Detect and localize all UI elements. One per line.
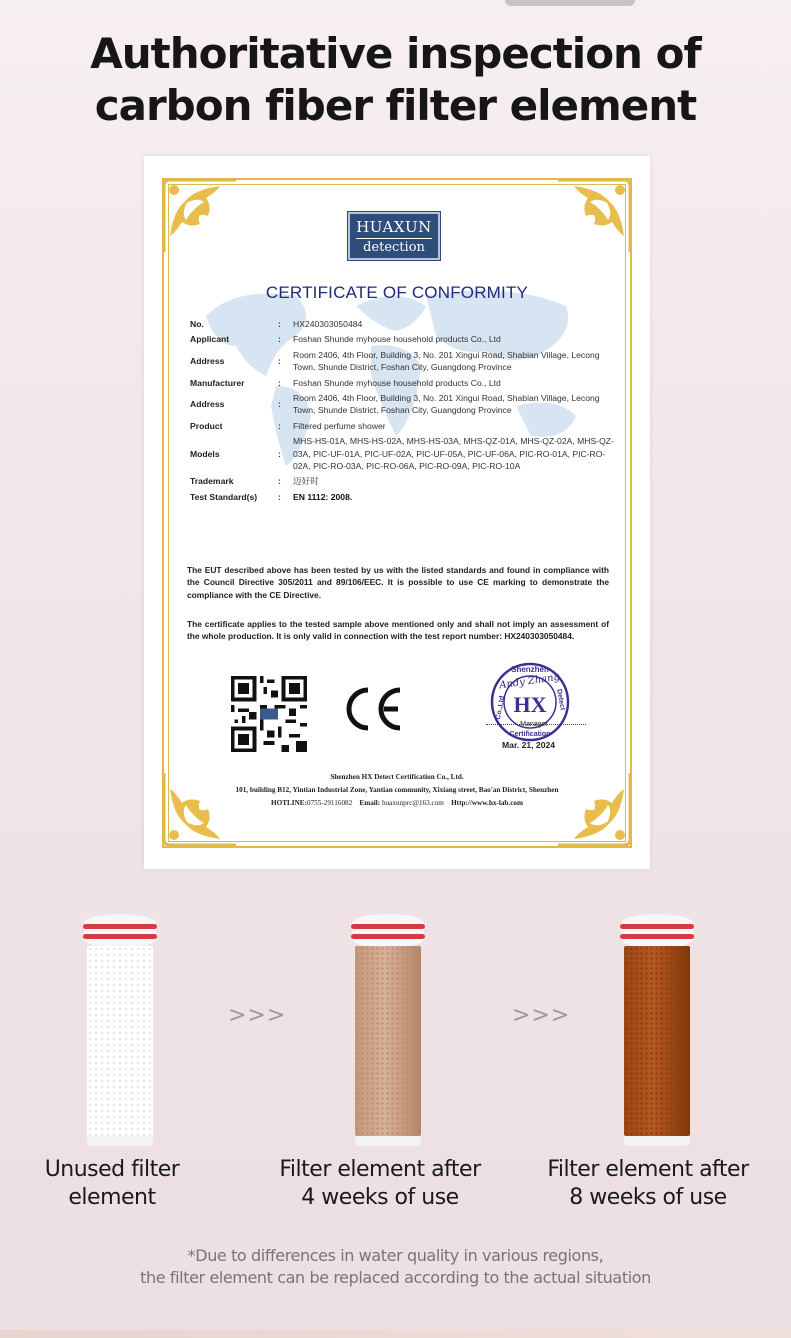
field-label: Test Standard(s) [190,491,258,502]
field-colon: : [278,356,281,367]
filter-cap [621,914,693,948]
certificate-footer [144,771,650,810]
field-label: Trademark [190,476,234,487]
footnote-line-2: the filter element can be replaced according to the actual situation [140,1268,651,1287]
field-label: Models [190,448,220,459]
field-label: Address [190,399,225,410]
field-label: Address [190,356,225,367]
field-value: HX240303050484 [293,319,363,329]
field-value: Room 2406, 4th Floor, Building 3, No. 201 Xingui Road, Shabian Village, Lecong Town, Shunde District, Foshan City, Guangdong Province [293,349,600,373]
footnote [0,1245,791,1289]
filter-cap [352,914,424,948]
field-colon: : [278,491,281,502]
ornament-corner-icon [160,176,240,256]
field-label: Product [190,420,223,431]
footer-hotline: 0755-29116082 [306,799,353,807]
footnote-line-1: *Due to differences in water quality in various regions, [187,1246,604,1265]
filter-caption-unused [0,1156,242,1212]
filter-caption-4-weeks [250,1156,510,1212]
field-row [190,377,620,389]
progress-arrow-icon: >>> [228,1003,287,1028]
ornament-corner-icon [554,176,634,256]
field-value: Foshan Shunde myhouse household products Co., Ltd [293,377,501,388]
filter-ring [620,924,694,929]
footer-web: //www.hx-lab.com [467,799,523,807]
bottom-band [0,1330,791,1338]
footer-hotline-label: HOTLINE: [271,799,307,807]
field-colon: : [278,476,281,487]
filter-8-weeks-image [621,914,693,1146]
field-colon: : [278,399,281,410]
filter-ring [620,934,694,939]
logo-line-1: HUAXUN [356,216,432,239]
field-row [190,333,620,345]
progress-arrow-icon: >>> [512,1003,571,1028]
caption-line: element [68,1185,156,1210]
certificate-fields [190,318,620,506]
filter-ring [83,934,157,939]
signer-role-text: Manager [520,721,548,728]
stamp-right-text: Detect [555,688,566,711]
field-value: Room 2406, 4th Floor, Building 3, No. 201 Xingui Road, Shabian Village, Lecong Town, Shunde District, Foshan City, Guangdong Province [293,393,600,416]
page-title [0,28,791,132]
footer-web-label: Http: [451,799,468,807]
field-value: MHS-HS-01A, MHS-HS-02A, MHS-HS-03A, MHS-QZ-01A, MHS-QZ-02A, MHS-QZ-03A, PIC-UF-01A, PIC-UF-02A, PIC-UF-05A, PIC-UF-06A, PIC-RO-01A, PIC-RO-02A, PIC-RO-03A, PIC-RO-06A, PIC-RO-09A, PIC-RO-10A [293,436,614,472]
field-row [190,435,620,472]
field-value: 迈好时 [293,476,319,487]
field-colon: : [278,448,281,459]
field-row [190,420,620,432]
caption-line: Filter element after [279,1157,481,1182]
validity-paragraph: The certificate applies to the tested sample above mentioned only and shall not imply an assessment of the whole production. It is only valid in connection with the test report number: HX240303050484. [187,619,609,642]
field-colon: : [278,420,281,431]
huaxun-logo [348,212,440,260]
filter-ring [351,934,425,939]
field-value: Foshan Shunde myhouse household products Co., Ltd [293,334,501,345]
filter-ring [83,924,157,929]
field-colon: : [278,319,281,329]
filter-body [624,946,690,1136]
certificate-title: CERTIFICATE OF CONFORMITY [265,283,529,302]
footer-company: Shenzhen HX Detect Certification Co., Ltd. [330,773,464,781]
field-colon: : [278,377,281,388]
caption-line: 4 weeks of use [301,1185,459,1210]
stamp-left-text: Co.,Ltd [494,695,507,721]
certificate-image [144,156,650,869]
field-row [190,491,620,503]
field-row [190,318,620,330]
footer-contacts [144,797,650,810]
filter-cap [84,914,156,948]
filter-ring [351,924,425,929]
page-title-line-2: carbon fiber filter element [94,81,697,130]
field-label: Applicant [190,334,230,345]
certificate-date: Mar. 21, 2024 [502,740,556,750]
filter-4-weeks-image [352,914,424,1146]
logo-line-2: detection [363,240,425,255]
stamp-top-text: Shenzhen [511,665,549,674]
filter-base [624,1136,690,1146]
top-edge-tab [505,0,635,6]
field-row [190,349,620,374]
field-row [190,392,620,417]
signature-text: Andy Zhang [498,671,561,692]
unused-filter-image [84,914,156,1146]
field-label: Manufacturer [190,377,245,388]
stamp-center-text: HX [513,692,547,717]
caption-line: Unused filter [44,1157,180,1182]
filter-body [87,946,153,1136]
signature-line [486,724,586,725]
caption-line: Filter element after [547,1157,749,1182]
footer-email-label: Email: [359,799,381,807]
qr-code-icon [231,676,307,752]
field-value: Filtered perfume shower [293,420,386,431]
filter-base [87,1136,153,1146]
field-row [190,475,620,487]
footer-email: huaxunprc@163.com [381,799,444,807]
ce-mark-icon [340,684,406,734]
filter-base [355,1136,421,1146]
compliance-paragraph: The EUT described above has been tested by us with the listed standards and found in compliance with the Council Directive 305/2011 and 89/106/EEC. It is possible to use CE marking to demonstrate the compliance with the CE Directive. [187,565,609,600]
page-title-line-1: Authoritative inspection of [90,29,701,78]
footer-address: 101, building B12, Yintian Industrial Zone, Yantian community, Xixiang street, Bao'an District, Shenzhen [235,786,559,794]
certification-stamp-icon [482,654,578,750]
filter-body [355,946,421,1136]
caption-line: 8 weeks of use [569,1185,727,1210]
stamp-bottom-text: Certification [509,731,551,738]
field-colon: : [278,334,281,345]
field-value: EN 1112: 2008. [293,491,353,502]
field-label: No. [190,319,204,329]
filter-caption-8-weeks [518,1156,778,1212]
